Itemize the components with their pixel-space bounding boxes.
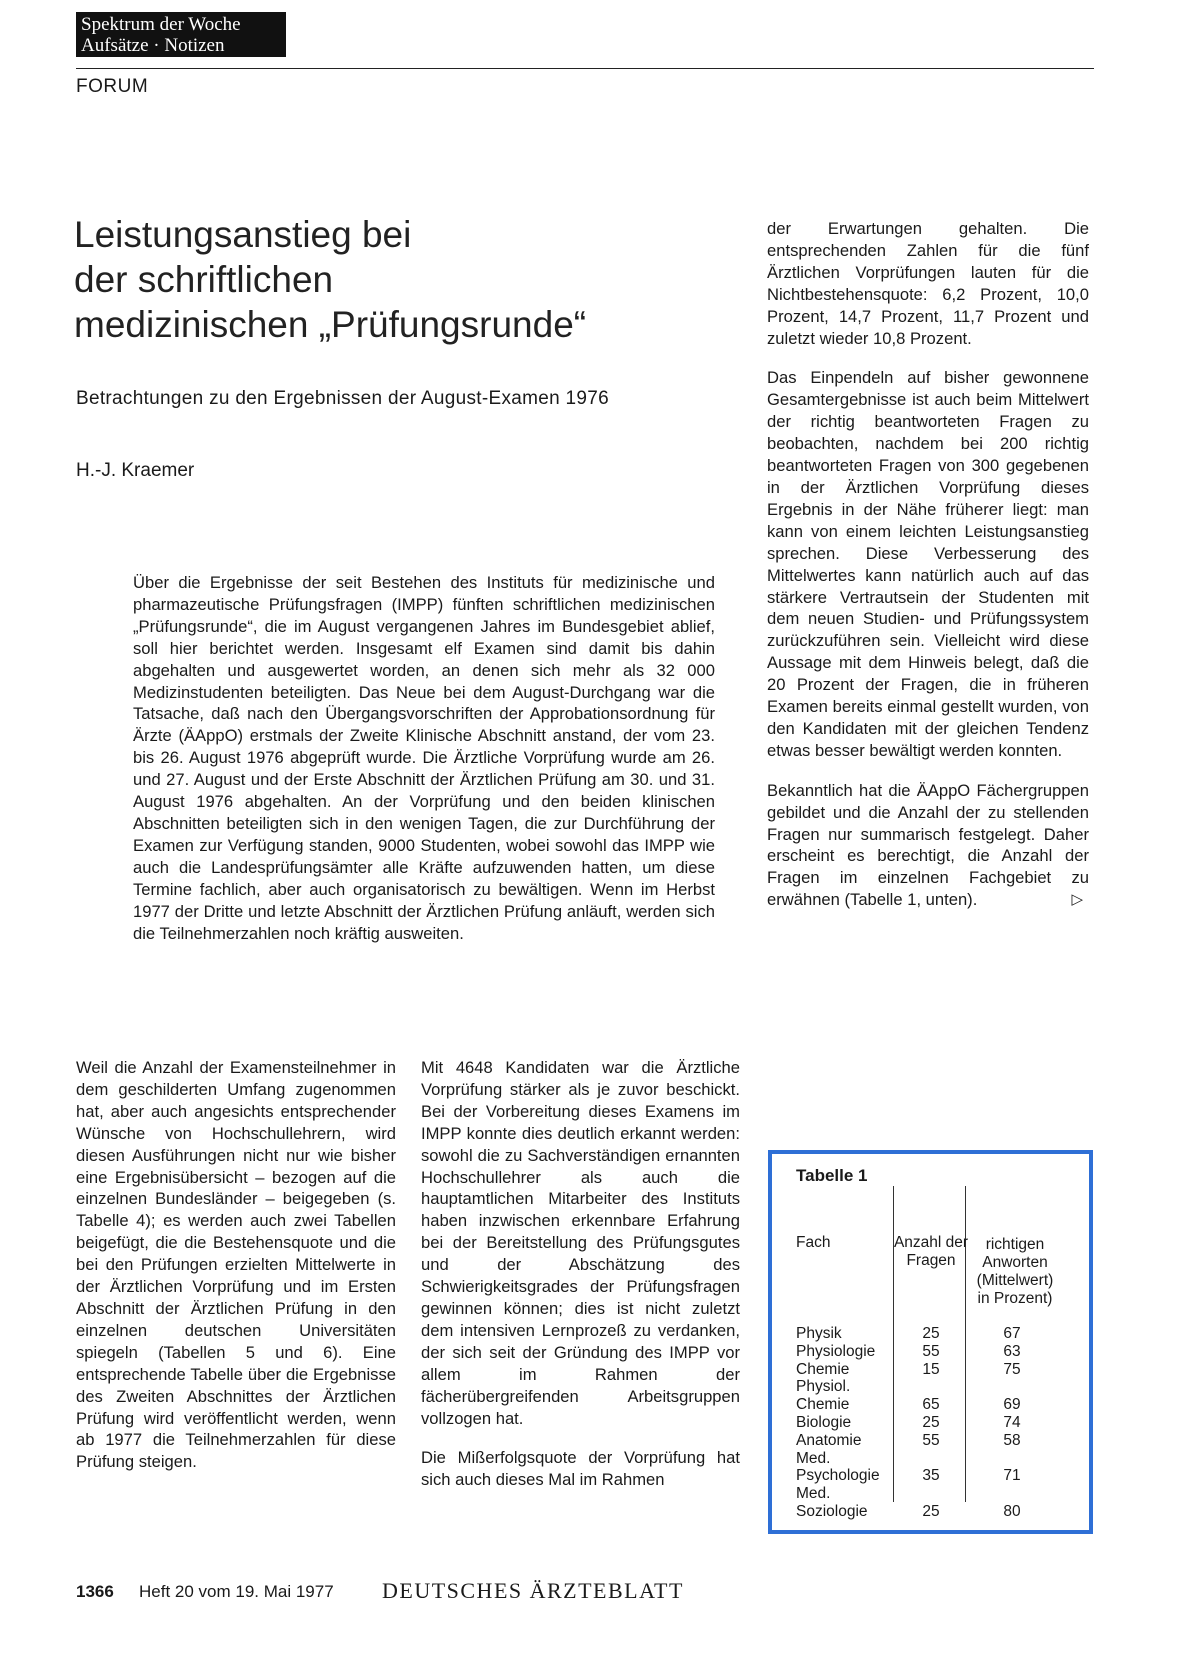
- table-cell-fach: Physik: [796, 1325, 842, 1342]
- table-cell-anzahl: 25: [922, 1503, 940, 1520]
- column-1: [76, 1057, 396, 1473]
- table-cell-prozent: 71: [1003, 1467, 1021, 1485]
- title-line-2: der schriftlichen: [74, 259, 334, 300]
- table-cell-prozent: 74: [1003, 1414, 1021, 1431]
- col2-paragraph-1: Mit 4648 Kandidaten war die Ärztliche Vorprüfung stärker als je zuvor beschickt. Bei der Vorbereitung dieses Examens im IMPP konnte dies deutlich erkannt werden: sowohl die zu Sachverständigen ernannten Hochschullehrer als auch die hauptamtlichen Mitarbeiter des Instituts haben inzwischen erkennbare Erfahrung bei der Bereitstellung des Prüfungsgutes und der Abschätzung des Schwierigkeitsgrades der Prüfungsfragen gewinnen können; dies ist nicht zuletzt dem intensiven Lernprozeß zu verdanken, der sich seit der Gründung des IMPP vor allem im Rahmen der fächerübergreifenden Arbeitsgruppen vollzogen hat.: [421, 1058, 740, 1428]
- table-1: [768, 1150, 1093, 1534]
- header-fach: Fach: [796, 1234, 831, 1251]
- header-anzahl: [892, 1234, 970, 1270]
- table-cell-fach: Biologie: [796, 1414, 852, 1431]
- table-cell-anzahl: 25: [922, 1325, 940, 1342]
- article-author: H.-J. Kraemer: [76, 460, 195, 481]
- article-lead: [133, 572, 715, 944]
- col2-paragraph-2: Die Mißerfolgsquote der Vorprüfung hat sich auch dieses Mal im Rahmen: [421, 1448, 740, 1490]
- table-cell-prozent: 63: [1003, 1342, 1021, 1360]
- page-number: 1366: [76, 1582, 114, 1601]
- table-cell-anzahl: 65: [922, 1396, 940, 1414]
- table-cell-fach: Anatomie: [796, 1431, 862, 1449]
- col3-paragraph-3: [767, 780, 1089, 911]
- header-anzahl-line-2: Fragen: [906, 1252, 956, 1269]
- col1-paragraph-1: Weil die Anzahl der Examensteilnehmer in dem geschilderten Umfang zugenommen hat, aber auch angesichts entsprechender Wünsche von Hochschullehrern, wird diesen Ausführungen nicht nur wie bisher eine Ergebnisübersicht – bezogen auf die einzelnen Bundesländer – beigegeben (s. Tabelle 4); es werden auch zwei Tabellen beigefügt, die die Bestehensquote und die bei den Prüfungen erzielten Mittelwerte in der Ärztlichen Vorprüfung und im Ersten Abschnitt der Ärztlichen Prüfung in den einzelnen deutschen Universitäten spiegeln (Tabellen 5 und 6). Eine entsprechende Tabelle über die Ergebnisse des Zweiten Abschnittes der Ärztlichen Prüfung wird veröffentlicht werden, wenn ab 1977 die Teilnehmerzahlen für diese Prüfung steigen.: [76, 1058, 396, 1472]
- continue-arrow-icon: ▷: [1071, 891, 1083, 909]
- table-cell-fach: Physiologie: [796, 1342, 876, 1360]
- section-brand-box: [76, 12, 286, 57]
- table-cell-fach: Med.: [796, 1449, 831, 1467]
- lead-paragraph: Über die Ergebnisse der seit Bestehen des Instituts für medizinische und pharmazeutische Prüfungsfragen (IMPP) fünften schriftlichen medizinischen „Prüfungsrunde“, die im August vergangenen Jahres im Bundesgebiet ablief, soll hier berichtet werden. Insgesamt elf Examen sind damit bis dahin abgehalten und ausgewertet worden, an denen sich mehr als 32 000 Medizinstudenten beteiligten. Das Neue bei dem August-Durchgang war die Tatsache, daß nach den Übergangsvorschriften der Approbationsordnung für Ärzte (ÄAppO) erstmals der Zweite Klinische Abschnitt anstand, der vom 23. bis 26. August 1976 abgeprüft wurde. Die Ärztliche Vorprüfung wurde am 26. und 27. August und der Erste Abschnitt der Ärztlichen Prüfung am 30. und 31. August 1976 abgehalten. An der Vorprüfung und den beiden klinischen Abschnitten beteiligten sich in den wenigen Tagen, die zur Durchführung der Examen zur Verfügung standen, 9000 Studenten, wobei sowohl das IMPP wie auch die Landesprüfungsämter alle Kräfte aufzuwenden hatten, um diese Termine fachlich, aber auch organisatorisch zu bewältigen. Wenn im Herbst 1977 der Dritte und letzte Abschnitt der Ärztlichen Prüfung anläuft, werden sich die Teilnehmerzahlen noch kräftig ausweiten.: [133, 573, 715, 943]
- title-line-3: medizinischen „Prüfungsrunde“: [74, 304, 587, 345]
- header-anzahl-line-1: Anzahl der: [893, 1234, 969, 1251]
- table-cell-prozent: 67: [1003, 1325, 1021, 1342]
- header-richtig-line-4: in Prozent): [977, 1290, 1053, 1307]
- col3-paragraph-2: Das Einpendeln auf bisher gewonnene Gesamtergebnisse ist auch beim Mittelwert der richtig beantworteten Fragen zu beobachten, nachdem bei 200 richtig beantworteten Fragen von 300 gegebenen in der Ärztlichen Vorprüfung dieses Ergebnis in der Nähe früherer liegt: man kann von einem leichten Leistungsanstieg sprechen. Diese Verbesserung des Mittelwertes kann natürlich auch auf das stärkere Vertrautsein der Studenten mit dem neuen Studien- und Prüfungssystem zurückzuführen sein. Vielleicht wird diese Aussage mit dem Hinweis belegt, daß die 20 Prozent der Fragen, die in früheren Examen bereits einmal gestellt wurden, von den Kandidaten mit der gleichen Tendenz etwas besser bewältigt werden konnten.: [767, 368, 1089, 760]
- col3-paragraph-1: der Erwartungen gehalten. Die entsprechenden Zahlen für die fünf Ärztlichen Vorprüfungen lauten für die Nichtbestehensquote: 6,2 Prozent, 10,0 Prozent, 14,7 Prozent, 11,7 Prozent und zuletzt wieder 10,8 Prozent.: [767, 219, 1089, 348]
- table-cell-fach: Physiol.: [796, 1378, 851, 1396]
- article-subtitle: Betrachtungen zu den Ergebnissen der August-Examen 1976: [76, 388, 610, 409]
- table-cell-anzahl: 55: [922, 1342, 940, 1360]
- title-line-1: Leistungsanstieg bei: [74, 214, 412, 255]
- table-cell-fach: Psychologie: [796, 1467, 880, 1485]
- table-cell-anzahl: 35: [922, 1467, 940, 1485]
- col3-paragraph-3-text: Bekanntlich hat die ÄAppO Fächergruppen gebildet und die Anzahl der zu stellenden Fragen nur summarisch festgelegt. Daher erscheint es berechtigt, die Anzahl der Fragen im einzelnen Fachgebiet zu erwähnen (Tabelle 1, unten).: [767, 780, 1089, 910]
- column-2: [421, 1057, 740, 1491]
- issue-line: Heft 20 vom 19. Mai 1977: [139, 1582, 334, 1601]
- table-cell-anzahl: 15: [922, 1360, 940, 1378]
- table-title: Tabelle 1: [796, 1166, 868, 1185]
- table-cell-prozent: 69: [1003, 1396, 1021, 1414]
- rubric-label: FORUM: [76, 76, 149, 97]
- table-cell-prozent: 80: [1003, 1503, 1021, 1520]
- magazine-name: DEUTSCHES ÄRZTEBLATT: [382, 1578, 684, 1603]
- table-cell-fach: Chemie: [796, 1360, 850, 1378]
- column-3: [767, 218, 1089, 911]
- brand-line-1: Spektrum der Woche: [81, 14, 241, 35]
- table-cell-anzahl: 25: [922, 1414, 940, 1431]
- header-richtig-line-3: (Mittelwert): [976, 1272, 1054, 1289]
- header-richtig-line-2: Anworten: [982, 1254, 1048, 1271]
- table-cell-fach: Soziologie: [796, 1503, 868, 1520]
- header-richtig: [966, 1236, 1064, 1308]
- table-cell-fach: Med.: [796, 1485, 831, 1503]
- header-rule: [76, 68, 1094, 69]
- header-richtig-line-1: richtigen: [985, 1236, 1045, 1253]
- article-title: [74, 212, 724, 347]
- table-cell-prozent: 75: [1003, 1360, 1021, 1378]
- table-cell-anzahl: 55: [922, 1431, 940, 1449]
- table-cell-fach: Chemie: [796, 1396, 850, 1414]
- brand-line-2: Aufsätze · Notizen: [81, 35, 225, 56]
- table-cell-prozent: 58: [1003, 1431, 1021, 1449]
